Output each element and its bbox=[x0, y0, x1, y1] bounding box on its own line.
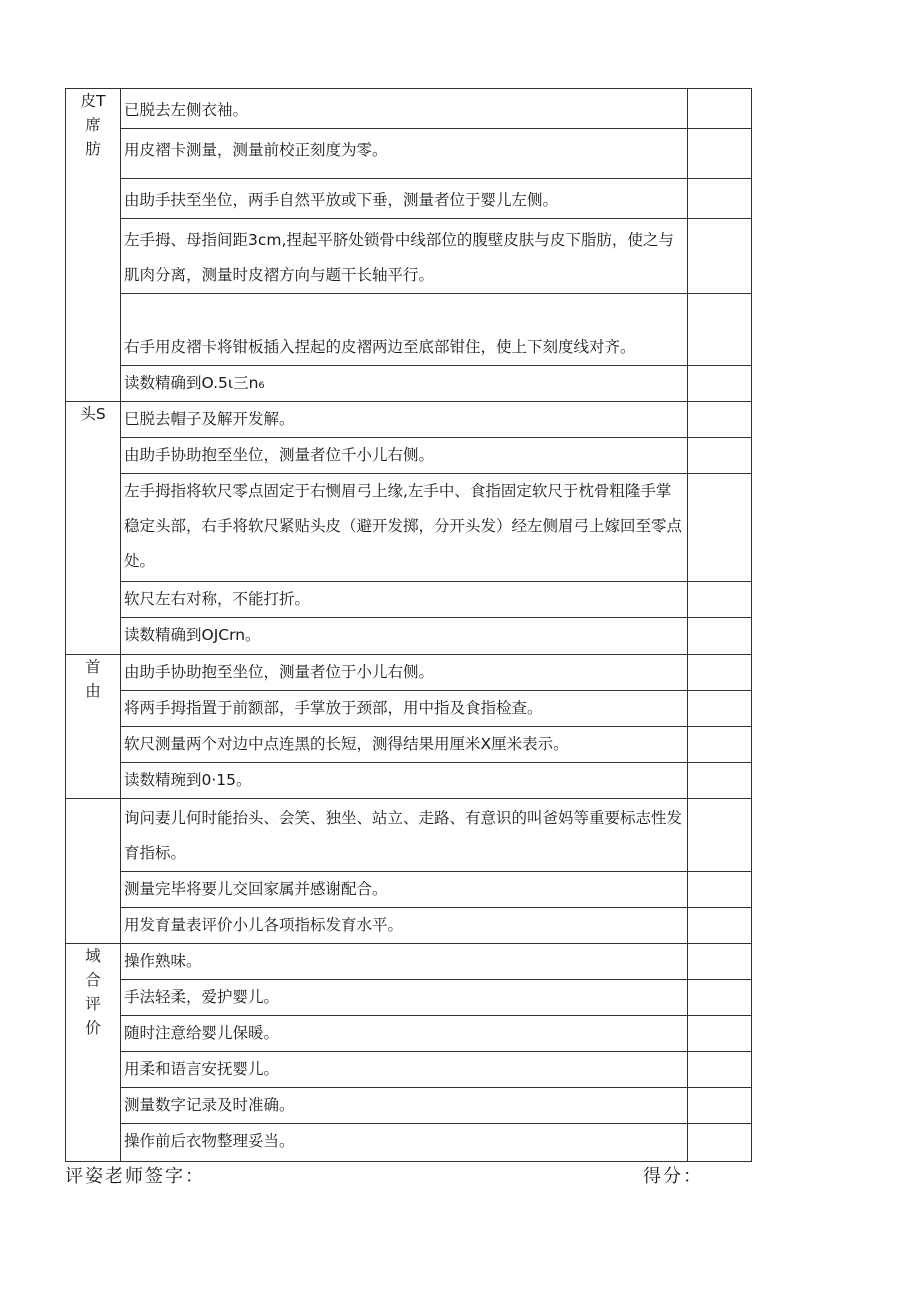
item-cell bbox=[121, 474, 688, 582]
score-cell[interactable] bbox=[688, 1088, 752, 1124]
item-cell bbox=[121, 219, 688, 294]
item-text: 操作熟味。 bbox=[124, 952, 202, 970]
item-text: 操作前后衣物整理妥当。 bbox=[124, 1132, 295, 1150]
item-text: 由助手协助抱至坐位，测量者位于小儿右侧。 bbox=[124, 663, 435, 681]
item-cell bbox=[121, 763, 688, 799]
item-text: 已脱去左侧衣袖。 bbox=[124, 101, 249, 119]
item-text: 随时注意给婴儿保暖。 bbox=[124, 1024, 280, 1042]
item-cell bbox=[121, 89, 688, 129]
item-cell bbox=[121, 294, 688, 330]
score-cell[interactable] bbox=[688, 763, 752, 799]
item-cell bbox=[121, 691, 688, 727]
item-text: 由助手扶至坐位，两手自然平放或下垂，测量者位于婴儿左侧。 bbox=[124, 191, 559, 209]
section-label-cell bbox=[66, 799, 121, 944]
score-cell[interactable] bbox=[688, 438, 752, 474]
item-cell bbox=[121, 980, 688, 1016]
section-label: 域 合 评 价 bbox=[85, 947, 101, 1037]
section-label: 首 由 bbox=[85, 658, 101, 700]
item-cell bbox=[121, 330, 688, 366]
item-cell bbox=[121, 179, 688, 219]
section-label: 头S bbox=[80, 405, 106, 423]
score-cell[interactable] bbox=[688, 980, 752, 1016]
score-cell[interactable] bbox=[688, 402, 752, 438]
section-label-cell bbox=[66, 402, 121, 655]
item-text: 用皮褶卡测量，测量前校正刻度为零。 bbox=[124, 141, 388, 159]
item-cell bbox=[121, 1088, 688, 1124]
item-cell bbox=[121, 438, 688, 474]
item-cell bbox=[121, 1124, 688, 1162]
item-cell bbox=[121, 366, 688, 402]
item-cell bbox=[121, 1016, 688, 1052]
item-cell bbox=[121, 727, 688, 763]
section-label-cell bbox=[66, 89, 121, 402]
score-cell[interactable] bbox=[688, 799, 752, 872]
item-text: 读数精确到O.5ι三n₆ bbox=[124, 374, 265, 392]
item-cell bbox=[121, 402, 688, 438]
item-cell bbox=[121, 618, 688, 655]
item-cell bbox=[121, 1052, 688, 1088]
item-text: 巳脱去帽子及解开发解。 bbox=[124, 410, 295, 428]
score-cell[interactable] bbox=[688, 655, 752, 691]
item-cell bbox=[121, 582, 688, 618]
score-cell[interactable] bbox=[688, 179, 752, 219]
score-cell[interactable] bbox=[688, 1016, 752, 1052]
section-label-cell bbox=[66, 655, 121, 799]
item-text: 右手用皮褶卡将钳板插入捏起的皮褶两边至底部钳住，使上下刻度线对齐。 bbox=[124, 337, 636, 356]
score-cell[interactable] bbox=[688, 1052, 752, 1088]
score-cell[interactable] bbox=[688, 618, 752, 655]
section-label-cell bbox=[66, 944, 121, 1162]
item-text: 用柔和语言安抚婴儿。 bbox=[124, 1060, 280, 1078]
item-cell bbox=[121, 799, 688, 872]
item-text: 读数精琬到0·15。 bbox=[124, 771, 252, 789]
item-cell bbox=[121, 129, 688, 179]
score-cell[interactable] bbox=[688, 1124, 752, 1162]
item-text: 左手拇指将软尺零点固定于右恻眉弓上缘,左手中、食指固定软尺于枕骨粗隆手掌稳定头部，右手将软尺紧贴头皮（避开发掷，分开头发）经左侧眉弓上嫁回至零点处。 bbox=[124, 482, 683, 570]
score-cell[interactable] bbox=[688, 727, 752, 763]
score-cell[interactable] bbox=[688, 474, 752, 582]
item-cell bbox=[121, 944, 688, 980]
item-text: 测量数字记录及时准确。 bbox=[124, 1096, 295, 1114]
item-text: 软尺左右对称，不能打折。 bbox=[124, 590, 311, 608]
score-cell[interactable] bbox=[688, 944, 752, 980]
score-cell[interactable] bbox=[688, 219, 752, 294]
item-text: 手法轻柔，爱护婴儿。 bbox=[124, 988, 280, 1006]
teacher-signature-label: 评姿老师签字： bbox=[65, 1166, 205, 1187]
score-cell[interactable] bbox=[688, 582, 752, 618]
score-cell[interactable] bbox=[688, 129, 752, 179]
assessment-table bbox=[65, 88, 752, 1162]
item-cell bbox=[121, 655, 688, 691]
item-text: 测量完毕将要儿交回家属并感谢配合。 bbox=[124, 880, 388, 898]
item-text: 软尺测量两个对边中点连黑的长短，测得结果用厘米X厘米表示。 bbox=[124, 735, 569, 753]
item-text: 用发育量表评价小儿各项指标发育水平。 bbox=[124, 916, 404, 934]
item-text: 左手拇、母指间距3cm,捏起平脐处锁骨中线部位的腹壁皮肤与皮下脂肪，使之与肌肉分离，测量时皮褶方向与题干长轴平行。 bbox=[124, 231, 674, 284]
score-label: 得分： bbox=[643, 1166, 703, 1187]
score-cell[interactable] bbox=[688, 294, 752, 366]
score-cell[interactable] bbox=[688, 691, 752, 727]
item-cell bbox=[121, 872, 688, 908]
item-cell bbox=[121, 908, 688, 944]
item-text: 读数精确到OJCrn。 bbox=[124, 626, 261, 644]
item-text: 将两手拇指置于前额部，手掌放于颈部，用中指及食指检查。 bbox=[124, 699, 543, 717]
score-cell[interactable] bbox=[688, 366, 752, 402]
score-cell[interactable] bbox=[688, 872, 752, 908]
section-label: 皮T 席 肪 bbox=[80, 92, 106, 158]
score-cell[interactable] bbox=[688, 89, 752, 129]
item-text: 询问妻儿何时能抬头、会笑、独坐、站立、走路、有意识的叫爸妈等重要标志性发育指标。 bbox=[124, 809, 683, 862]
score-cell[interactable] bbox=[688, 908, 752, 944]
item-text: 由助手协助抱至坐位，测量者位千小儿右侧。 bbox=[124, 446, 435, 464]
